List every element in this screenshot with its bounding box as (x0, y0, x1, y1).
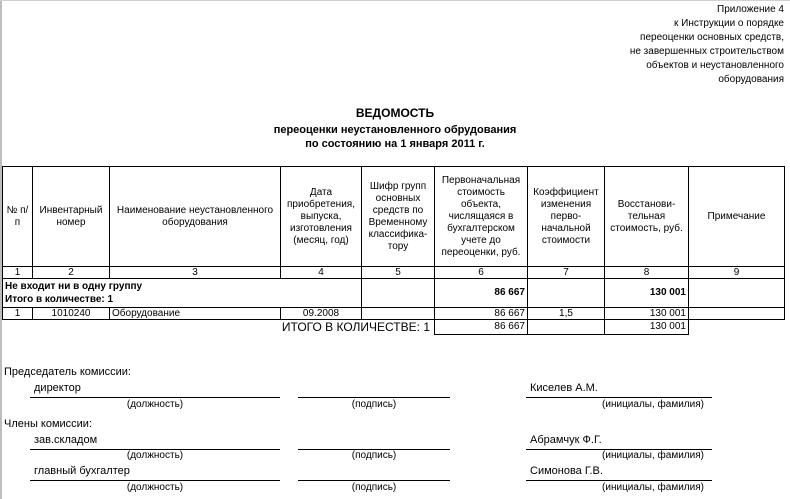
row-code (362, 308, 435, 320)
total-restored-cost: 130 001 (605, 320, 689, 335)
group-row (3, 279, 785, 308)
caption-initials: (инициалы, фамилия) (602, 482, 704, 493)
header-inventory: Инвентарный номер (33, 167, 110, 267)
total-row (3, 320, 785, 335)
column-number: 9 (689, 267, 785, 279)
row-coef: 1,5 (528, 308, 605, 320)
member-name-line (526, 480, 712, 481)
group-label-cell (3, 279, 362, 308)
member-name: Абрамчук Ф.Г. (530, 434, 602, 446)
table-header-row (3, 167, 785, 267)
column-number: 2 (33, 267, 110, 279)
row-inventory: 1010240 (33, 308, 110, 320)
row-num: 1 (3, 308, 33, 320)
header-initial-cost: Первоначальная стоимость объекта, числящаяся в бухгалтерском учете до переоценки, руб. (435, 167, 528, 267)
caption-signature: (подпись) (351, 450, 397, 461)
row-note (689, 308, 785, 320)
header-note: Примечание (689, 167, 785, 267)
total-note-empty (689, 320, 785, 335)
group-restored-cost: 130 001 (605, 279, 689, 308)
column-number-row (3, 267, 785, 279)
member-position: зав.складом (34, 434, 98, 446)
chairman-label: Председатель комиссии: (4, 366, 131, 378)
group-coef-cell (528, 279, 605, 308)
group-initial-cost: 86 667 (435, 279, 528, 308)
appendix-note (524, 3, 784, 87)
appendix-line: к Инструкции о порядке (673, 18, 784, 29)
caption-signature: (подпись) (351, 482, 397, 493)
member-position-line (30, 480, 280, 481)
header-date: Дата приобретения, выпуска, изготовления (месяц, год) (281, 167, 362, 267)
group-note-cell (689, 279, 785, 308)
column-number: 7 (528, 267, 605, 279)
member-name: Симонова Г.В. (530, 465, 603, 477)
header-restored-cost: Восстанови-тельная стоимость, руб. (605, 167, 689, 267)
header-name: Наименование неустановленного оборудования (110, 167, 281, 267)
member-signature-line (298, 480, 450, 481)
appendix-line: оборудования (718, 74, 784, 85)
chairman-position-line (30, 397, 280, 398)
caption-initials: (инициалы, фамилия) (602, 399, 704, 410)
caption-position: (должность) (126, 450, 184, 461)
header-coefficient: Коэффициент изменения перво-начальной стоимости (528, 167, 605, 267)
chairman-position: директор (34, 382, 81, 394)
member-position: главный бухгалтер (34, 465, 130, 477)
group-count: Итого в количестве: 1 (5, 294, 114, 305)
chairman-signature-line (298, 397, 450, 398)
revaluation-table (2, 166, 785, 335)
total-initial-cost: 86 667 (435, 320, 528, 335)
caption-signature: (подпись) (351, 399, 397, 410)
column-number: 5 (362, 267, 435, 279)
column-number: 4 (281, 267, 362, 279)
document-date-line: по состоянию на 1 января 2011 г. (305, 138, 485, 150)
appendix-line: переоценки основных средств, (640, 32, 784, 43)
total-coef (528, 320, 605, 335)
row-date: 09.2008 (281, 308, 362, 320)
appendix-line: Приложение 4 (717, 4, 784, 15)
row-name: Оборудование (110, 308, 281, 320)
column-number: 3 (110, 267, 281, 279)
document-title: ВЕДОМОСТЬ (355, 106, 435, 120)
group-name: Не входит ни в одну группу (5, 281, 143, 292)
caption-position: (должность) (126, 482, 184, 493)
header-num: № п/п (3, 167, 33, 267)
document-subtitle: переоценки неустановленного обрудования (273, 124, 517, 136)
column-number: 8 (605, 267, 689, 279)
column-number: 6 (435, 267, 528, 279)
total-label: ИТОГО В КОЛИЧЕСТВЕ: 1 (281, 320, 430, 335)
chairman-name: Киселев А.М. (530, 382, 598, 394)
members-label: Члены комиссии: (4, 418, 93, 430)
table-row (3, 308, 785, 320)
group-code-cell (362, 279, 435, 308)
sheet-top-border (0, 0, 790, 1)
caption-initials: (инициалы, фамилия) (602, 450, 704, 461)
appendix-line: не завершенных строительством (629, 46, 784, 57)
caption-position: (должность) (126, 399, 184, 410)
appendix-line: объектов и неустановленного (646, 60, 784, 71)
header-group-code: Шифр групп основных средств по Временному классифика-тору (362, 167, 435, 267)
row-restored-cost: 130 001 (605, 308, 689, 320)
column-number: 1 (3, 267, 33, 279)
chairman-name-line (526, 397, 712, 398)
row-initial-cost: 86 667 (435, 308, 528, 320)
